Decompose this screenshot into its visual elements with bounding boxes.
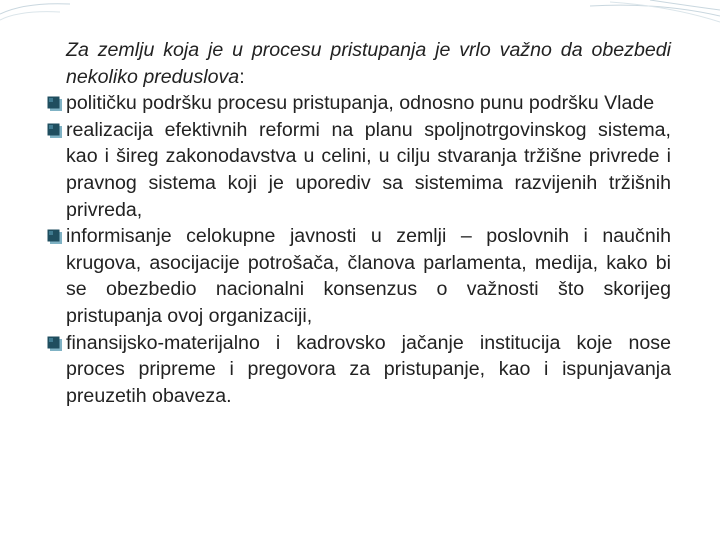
bullet-list [47,90,671,409]
corner-decoration-right [590,0,720,24]
intro-paragraph [47,37,671,90]
bullet-text: informisanje celokupne javnosti u zemlji – poslovnih i naučnih krugova, asocijacije potrošača, članova parlamenta, medija, kako bi se obezbedio nacionalni konsenzus o važnosti što skorijeg pristupanja ovoj organizaciji, [66,225,671,327]
bullet-item-political-support [47,90,671,117]
checkbox-square-icon [47,96,63,112]
bullet-item-public-information [47,223,671,329]
corner-decoration-left [0,0,70,24]
bullet-item-reforms [47,117,671,223]
intro-colon: : [239,65,245,88]
bullet-text: finansijsko-materijalno i kadrovsko jačanje institucija koje nose proces pripreme i pregovora za pristupanje, kao i ispunjavanja preuzetih obaveza. [66,331,671,407]
checkbox-square-icon [47,123,63,139]
bullet-text: političku podršku procesu pristupanja, odnosno punu podršku Vlade [66,92,655,115]
checkbox-square-icon [47,229,63,245]
checkbox-square-icon [47,336,63,352]
bullet-text: realizacija efektivnih reformi na planu spoljnotrgovinskog sistema, kao i šireg zakonodavstva u celini, u cilju stvaranja tržišne privrede i pravnog sistema koji je uporediv sa sistemima razvijenih tržišnih privreda, [66,118,671,221]
intro-emphasis: Za zemlju koja je u procesu pristupanja je vrlo važno da obezbedi nekoliko preduslova [66,39,671,88]
slide-body [47,37,671,409]
bullet-item-institutional-strengthening [47,330,671,410]
